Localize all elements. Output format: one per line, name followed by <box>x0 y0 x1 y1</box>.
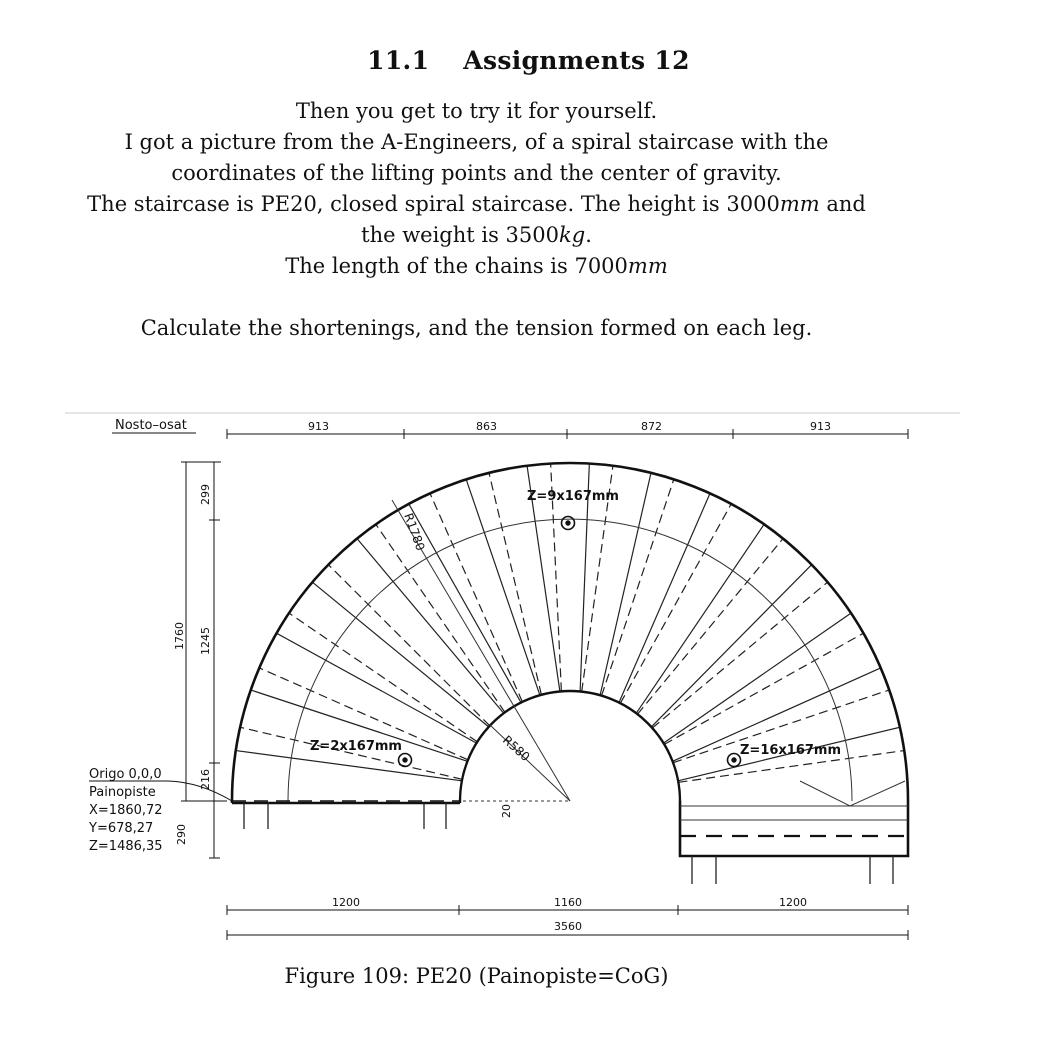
origin-line-3: X=1860,72 <box>89 803 163 818</box>
left-dimension-lines <box>181 462 227 858</box>
lift-point-left-label: Z=2x167mm <box>310 739 402 754</box>
top-dimension-line <box>227 429 908 439</box>
step-lines <box>237 465 903 783</box>
step-line <box>638 539 783 714</box>
intro-line: Then you get to try it for yourself. <box>295 99 658 123</box>
top-dim-3: 872 <box>641 420 662 433</box>
section-number: 11.1 <box>367 46 430 75</box>
origin-line-1: Origo 0,0,0 <box>89 767 162 782</box>
step-line <box>237 751 462 781</box>
bottom-dim-total: 3560 <box>554 920 582 933</box>
bottom-dim-1: 1200 <box>332 896 360 909</box>
lift-point-top-label: Z=9x167mm <box>527 489 619 504</box>
landing-right <box>680 801 908 856</box>
bottom-dim-3: 1200 <box>779 896 807 909</box>
lift-point-right-label: Z=16x167mm <box>740 743 842 758</box>
radius-inner-label: R580 <box>499 732 533 765</box>
figure-caption: Figure 109: PE20 (Painopiste=CoG) <box>284 964 669 988</box>
top-dim-4: 913 <box>810 420 831 433</box>
section-heading <box>0 46 1057 75</box>
nosto-label: Nosto–osat <box>115 418 187 433</box>
top-dim-2: 863 <box>476 420 497 433</box>
step-line <box>467 480 540 695</box>
origin-line-2: Painopiste <box>89 785 156 800</box>
step-line <box>313 583 489 727</box>
radius-line-inner <box>490 725 570 801</box>
intro-paragraph <box>0 96 953 282</box>
step-line <box>652 583 827 728</box>
inner-arc <box>460 691 680 801</box>
left-dim-299: 299 <box>199 484 212 505</box>
left-dim-1245: 1245 <box>199 627 212 655</box>
intro-line: coordinates of the lifting points and the center of gravity. <box>171 161 782 185</box>
intro-line: The length of the chains is 7000mm <box>285 254 668 278</box>
origin-line-4: Y=678,27 <box>89 821 154 836</box>
radius-outer-label: R1780 <box>401 511 428 553</box>
intro-line: the weight is 3500kg. <box>361 223 592 247</box>
left-dim-290: 290 <box>175 824 188 845</box>
origin-annotation <box>88 767 168 854</box>
bottom-dim-2: 1160 <box>554 896 582 909</box>
task-text: Calculate the shortenings, and the tension formed on each leg. <box>140 316 813 340</box>
section-title: Assignments 12 <box>463 46 690 75</box>
step-line <box>651 565 811 727</box>
support-legs <box>244 803 893 884</box>
left-dim-216: 216 <box>199 769 212 790</box>
top-dim-1: 913 <box>308 420 329 433</box>
intro-line: I got a picture from the A-Engineers, of a spiral staircase with the <box>124 130 829 154</box>
step-line <box>329 565 490 725</box>
left-dim-overall: 1760 <box>173 622 186 650</box>
step-line <box>409 505 521 703</box>
staircase-drawing <box>0 395 1057 955</box>
intro-line: The staircase is PE20, closed spiral staircase. The height is 3000mm and <box>87 192 866 216</box>
small-dim-label: 20 <box>500 804 513 818</box>
origin-line-5: Z=1486,35 <box>89 839 163 854</box>
step-line <box>602 480 674 695</box>
